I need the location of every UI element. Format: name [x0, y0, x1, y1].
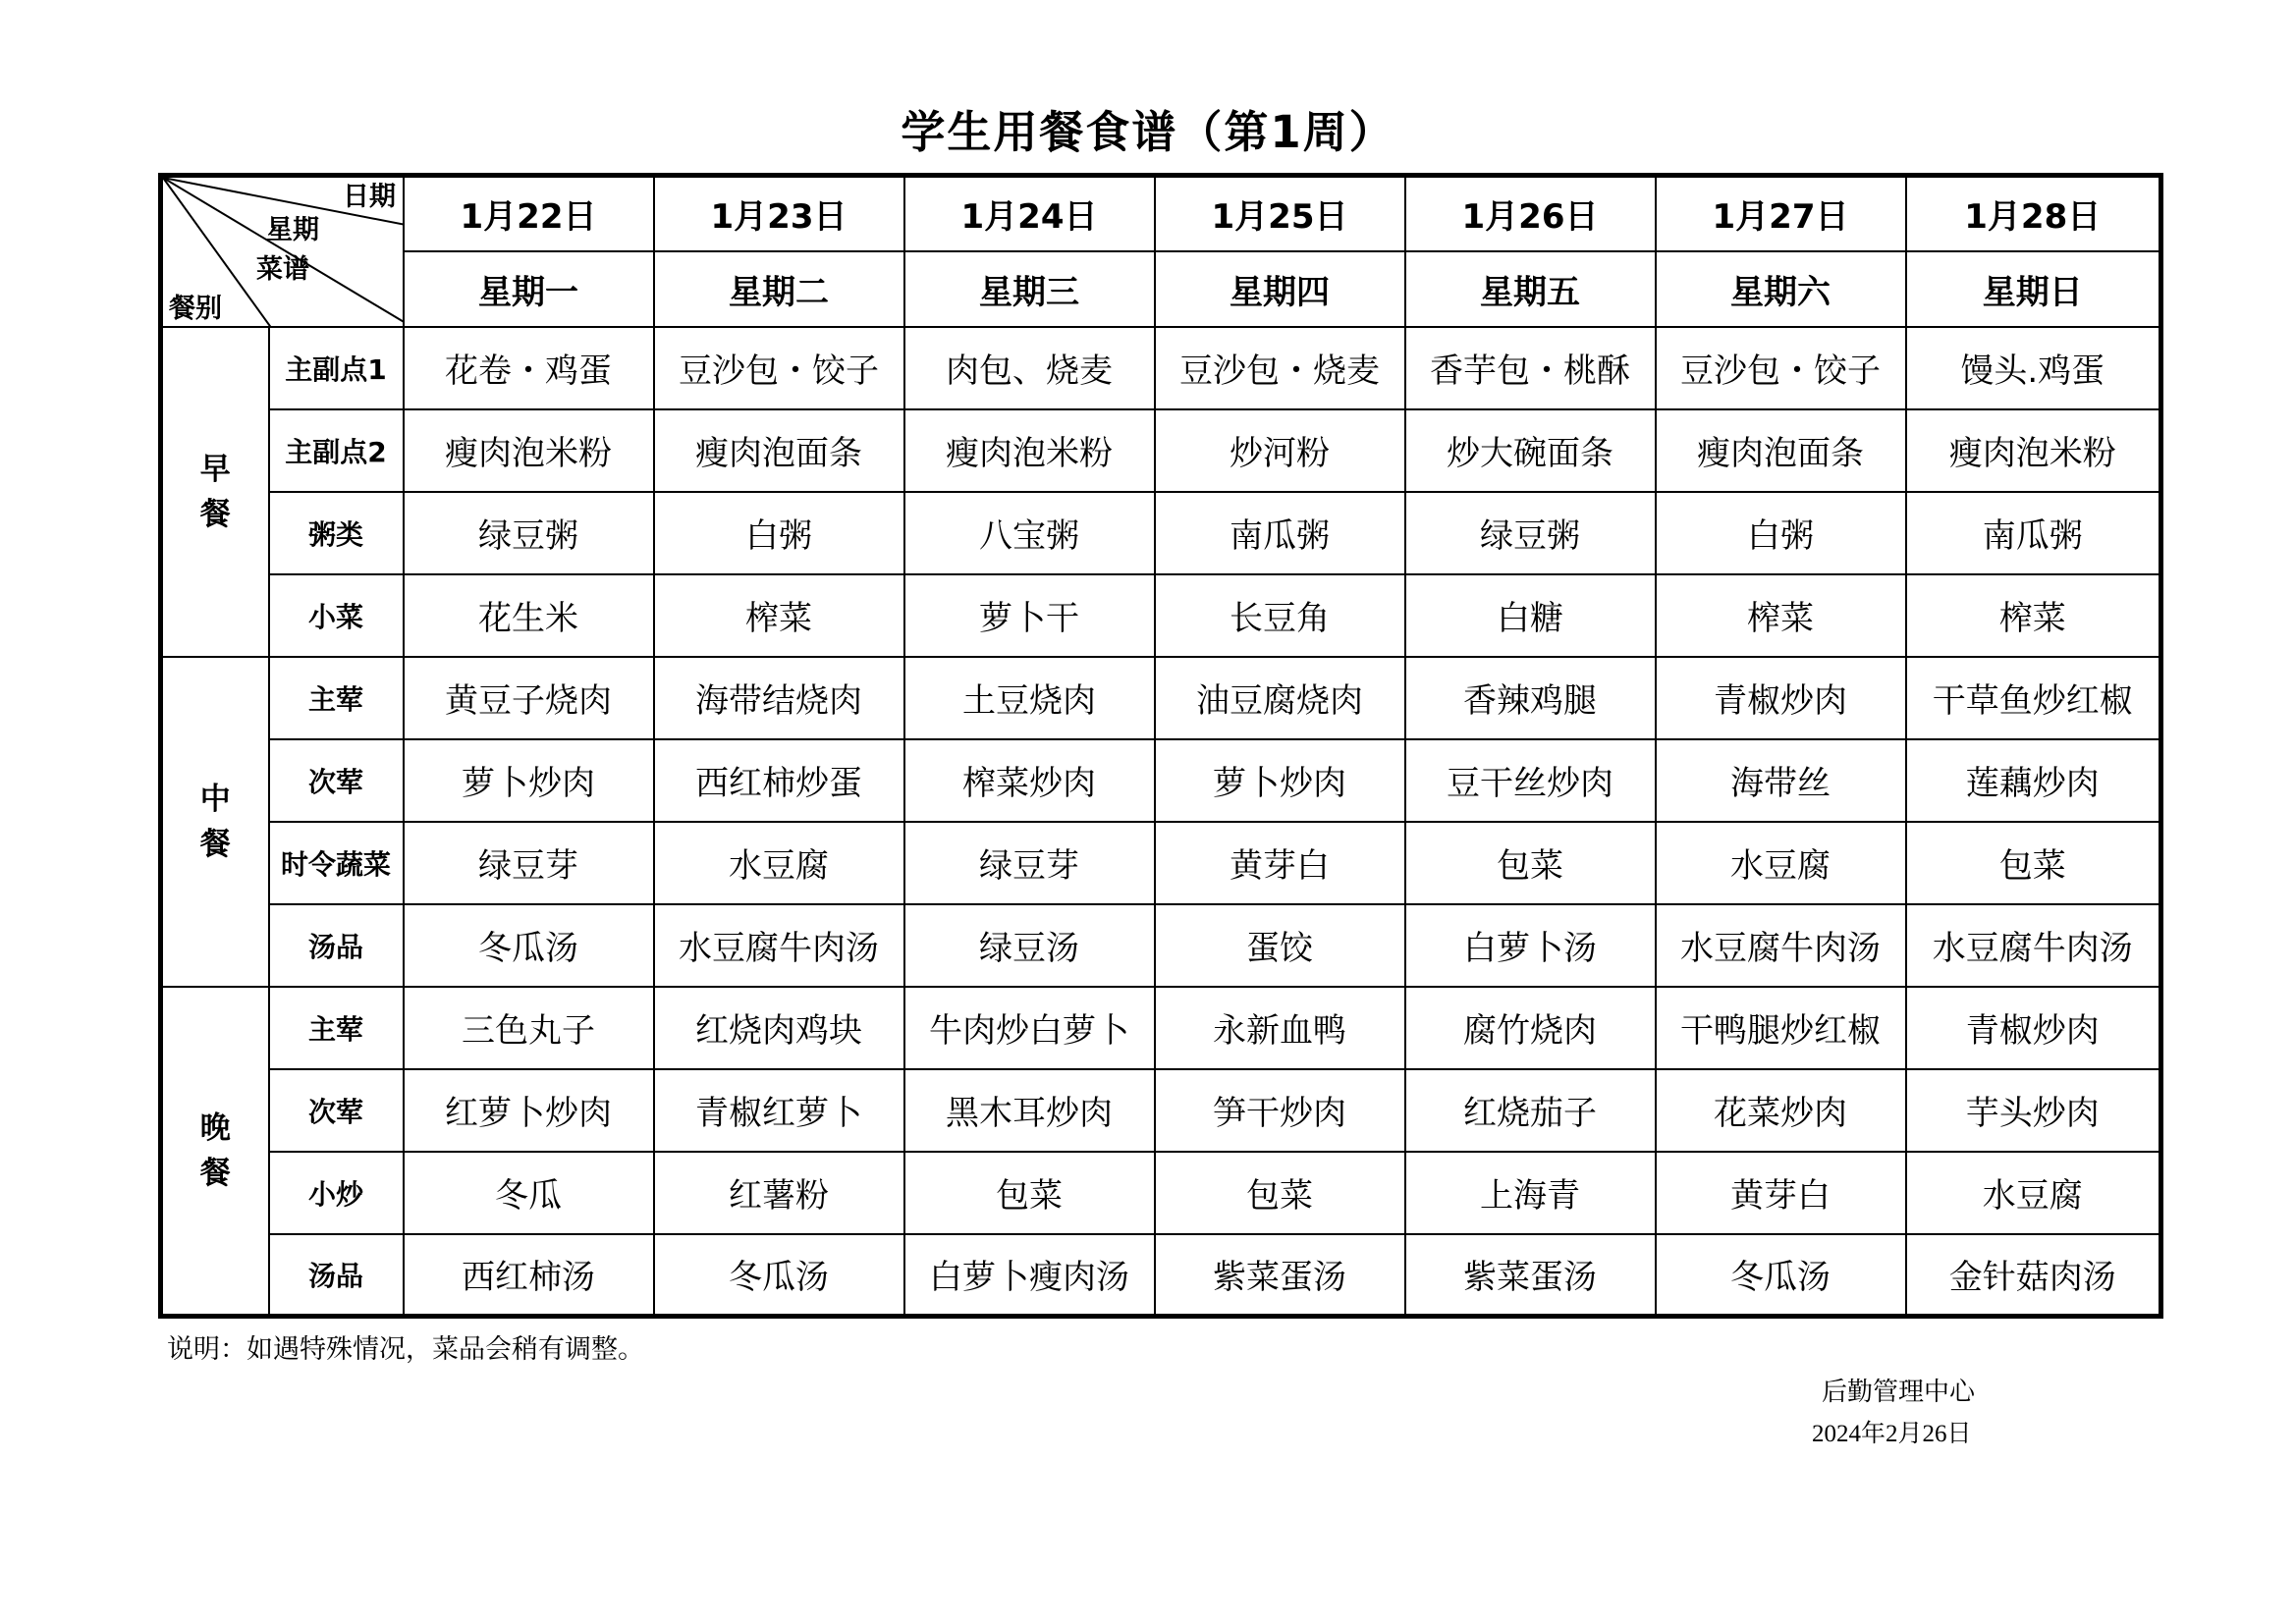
category-cell: 汤品: [269, 1234, 404, 1317]
dish-cell: 水豆腐: [1656, 822, 1906, 904]
dish-cell: 香芋包・桃酥: [1405, 327, 1656, 409]
dish-cell: 水豆腐: [1906, 1152, 2161, 1234]
corner-menu-label: 菜谱: [256, 254, 309, 285]
dish-cell: 香辣鸡腿: [1405, 657, 1656, 739]
dish-cell: 瘦肉泡面条: [1656, 409, 1906, 492]
dish-cell: 豆干丝炒肉: [1405, 739, 1656, 822]
weekday-cell: 星期三: [904, 251, 1155, 327]
dish-cell: 黄芽白: [1155, 822, 1405, 904]
category-cell: 主副点1: [269, 327, 404, 409]
dish-cell: 白萝卜瘦肉汤: [904, 1234, 1155, 1317]
weekday-header-row: [161, 251, 2161, 327]
dish-cell: 海带结烧肉: [654, 657, 904, 739]
dish-cell: 榨菜: [654, 574, 904, 657]
dish-cell: 包菜: [1155, 1152, 1405, 1234]
menu-table-body: [161, 176, 2161, 1317]
dish-cell: 八宝粥: [904, 492, 1155, 574]
dish-cell: 海带丝: [1656, 739, 1906, 822]
dish-cell: 萝卜炒肉: [1155, 739, 1405, 822]
menu-row: [161, 739, 2161, 822]
dish-cell: 牛肉炒白萝卜: [904, 987, 1155, 1069]
dish-cell: 绿豆粥: [404, 492, 654, 574]
dish-cell: 豆沙包・饺子: [1656, 327, 1906, 409]
dish-cell: 青椒炒肉: [1906, 987, 2161, 1069]
dish-cell: 瘦肉泡米粉: [404, 409, 654, 492]
dish-cell: 包菜: [1906, 822, 2161, 904]
category-cell: 次荤: [269, 739, 404, 822]
menu-row: [161, 1152, 2161, 1234]
dish-cell: 水豆腐: [654, 822, 904, 904]
category-cell: 主荤: [269, 657, 404, 739]
dish-cell: 南瓜粥: [1906, 492, 2161, 574]
category-cell: 主荤: [269, 987, 404, 1069]
weekday-cell: 星期日: [1906, 251, 2161, 327]
corner-weekday-label: 星期: [266, 215, 319, 245]
dish-cell: 豆沙包・烧麦: [1155, 327, 1405, 409]
dish-cell: 红薯粉: [654, 1152, 904, 1234]
dish-cell: 西红柿汤: [404, 1234, 654, 1317]
category-cell: 小炒: [269, 1152, 404, 1234]
dish-cell: 绿豆粥: [1405, 492, 1656, 574]
category-cell: 次荤: [269, 1069, 404, 1152]
date-cell: 1月28日: [1906, 176, 2161, 251]
category-cell: 粥类: [269, 492, 404, 574]
dish-cell: 冬瓜汤: [1656, 1234, 1906, 1317]
date-cell: 1月22日: [404, 176, 654, 251]
menu-row: [161, 327, 2161, 409]
date-cell: 1月23日: [654, 176, 904, 251]
weekday-cell: 星期四: [1155, 251, 1405, 327]
dish-cell: 绿豆芽: [904, 822, 1155, 904]
dish-cell: 芋头炒肉: [1906, 1069, 2161, 1152]
dish-cell: 萝卜干: [904, 574, 1155, 657]
corner-header-cell: [161, 176, 404, 327]
dish-cell: 金针菇肉汤: [1906, 1234, 2161, 1317]
dish-cell: 白糖: [1405, 574, 1656, 657]
dish-cell: 青椒红萝卜: [654, 1069, 904, 1152]
dish-cell: 白萝卜汤: [1405, 904, 1656, 987]
dish-cell: 绿豆汤: [904, 904, 1155, 987]
dish-cell: 水豆腐牛肉汤: [654, 904, 904, 987]
dish-cell: 三色丸子: [404, 987, 654, 1069]
dish-cell: 包菜: [1405, 822, 1656, 904]
menu-row: [161, 492, 2161, 574]
dish-cell: 冬瓜汤: [654, 1234, 904, 1317]
dish-cell: 红烧茄子: [1405, 1069, 1656, 1152]
dish-cell: 绿豆芽: [404, 822, 654, 904]
dish-cell: 红烧肉鸡块: [654, 987, 904, 1069]
dish-cell: 包菜: [904, 1152, 1155, 1234]
weekday-cell: 星期六: [1656, 251, 1906, 327]
dish-cell: 干鸭腿炒红椒: [1656, 987, 1906, 1069]
menu-row: [161, 987, 2161, 1069]
page-title: 学生用餐食谱（第1周）: [901, 106, 1395, 158]
meal-name-cell: 中 餐: [161, 657, 269, 987]
dish-cell: 榨菜炒肉: [904, 739, 1155, 822]
dish-cell: 长豆角: [1155, 574, 1405, 657]
dish-cell: 紫菜蛋汤: [1405, 1234, 1656, 1317]
dish-cell: 白粥: [1656, 492, 1906, 574]
dish-cell: 永新血鸭: [1155, 987, 1405, 1069]
category-cell: 汤品: [269, 904, 404, 987]
dish-cell: 萝卜炒肉: [404, 739, 654, 822]
adjustment-note: 说明：如遇特殊情况，菜品会稍有调整。: [167, 1334, 644, 1365]
weekday-cell: 星期一: [404, 251, 654, 327]
dish-cell: 上海青: [1405, 1152, 1656, 1234]
dish-cell: 豆沙包・饺子: [654, 327, 904, 409]
dish-cell: 肉包、烧麦: [904, 327, 1155, 409]
dish-cell: 笋干炒肉: [1155, 1069, 1405, 1152]
dish-cell: 水豆腐牛肉汤: [1906, 904, 2161, 987]
dish-cell: 紫菜蛋汤: [1155, 1234, 1405, 1317]
weekday-cell: 星期五: [1405, 251, 1656, 327]
menu-row: [161, 1234, 2161, 1317]
dish-cell: 油豆腐烧肉: [1155, 657, 1405, 739]
menu-row: [161, 904, 2161, 987]
corner-meal-label: 餐别: [169, 294, 222, 324]
category-cell: 主副点2: [269, 409, 404, 492]
menu-row: [161, 574, 2161, 657]
dish-cell: 花卷・鸡蛋: [404, 327, 654, 409]
meal-name-cell: 晚 餐: [161, 987, 269, 1317]
dish-cell: 花菜炒肉: [1656, 1069, 1906, 1152]
dish-cell: 花生米: [404, 574, 654, 657]
dish-cell: 冬瓜: [404, 1152, 654, 1234]
dish-cell: 黄豆子烧肉: [404, 657, 654, 739]
dish-cell: 干草鱼炒红椒: [1906, 657, 2161, 739]
menu-row: [161, 409, 2161, 492]
dish-cell: 土豆烧肉: [904, 657, 1155, 739]
category-cell: 时令蔬菜: [269, 822, 404, 904]
dish-cell: 黄芽白: [1656, 1152, 1906, 1234]
dish-cell: 水豆腐牛肉汤: [1656, 904, 1906, 987]
dish-cell: 榨菜: [1906, 574, 2161, 657]
dish-cell: 冬瓜汤: [404, 904, 654, 987]
weekday-cell: 星期二: [654, 251, 904, 327]
date-cell: 1月27日: [1656, 176, 1906, 251]
dish-cell: 莲藕炒肉: [1906, 739, 2161, 822]
date-cell: 1月24日: [904, 176, 1155, 251]
dish-cell: 青椒炒肉: [1656, 657, 1906, 739]
dish-cell: 榨菜: [1656, 574, 1906, 657]
issue-date: 2024年2月26日: [1812, 1421, 1972, 1447]
date-cell: 1月25日: [1155, 176, 1405, 251]
menu-row: [161, 1069, 2161, 1152]
corner-date-label: 日期: [343, 182, 396, 212]
dish-cell: 腐竹烧肉: [1405, 987, 1656, 1069]
dish-cell: 馒头.鸡蛋: [1906, 327, 2161, 409]
dish-cell: 白粥: [654, 492, 904, 574]
dish-cell: 蛋饺: [1155, 904, 1405, 987]
menu-row: [161, 657, 2161, 739]
date-cell: 1月26日: [1405, 176, 1656, 251]
dish-cell: 瘦肉泡米粉: [904, 409, 1155, 492]
dish-cell: 红萝卜炒肉: [404, 1069, 654, 1152]
dish-cell: 黑木耳炒肉: [904, 1069, 1155, 1152]
department-signature: 后勤管理中心: [1822, 1378, 1976, 1407]
date-header-row: [161, 176, 2161, 251]
category-cell: 小菜: [269, 574, 404, 657]
dish-cell: 瘦肉泡米粉: [1906, 409, 2161, 492]
menu-table: [158, 173, 2163, 1319]
dish-cell: 南瓜粥: [1155, 492, 1405, 574]
dish-cell: 炒大碗面条: [1405, 409, 1656, 492]
menu-row: [161, 822, 2161, 904]
dish-cell: 瘦肉泡面条: [654, 409, 904, 492]
dish-cell: 炒河粉: [1155, 409, 1405, 492]
dish-cell: 西红柿炒蛋: [654, 739, 904, 822]
meal-name-cell: 早 餐: [161, 327, 269, 657]
